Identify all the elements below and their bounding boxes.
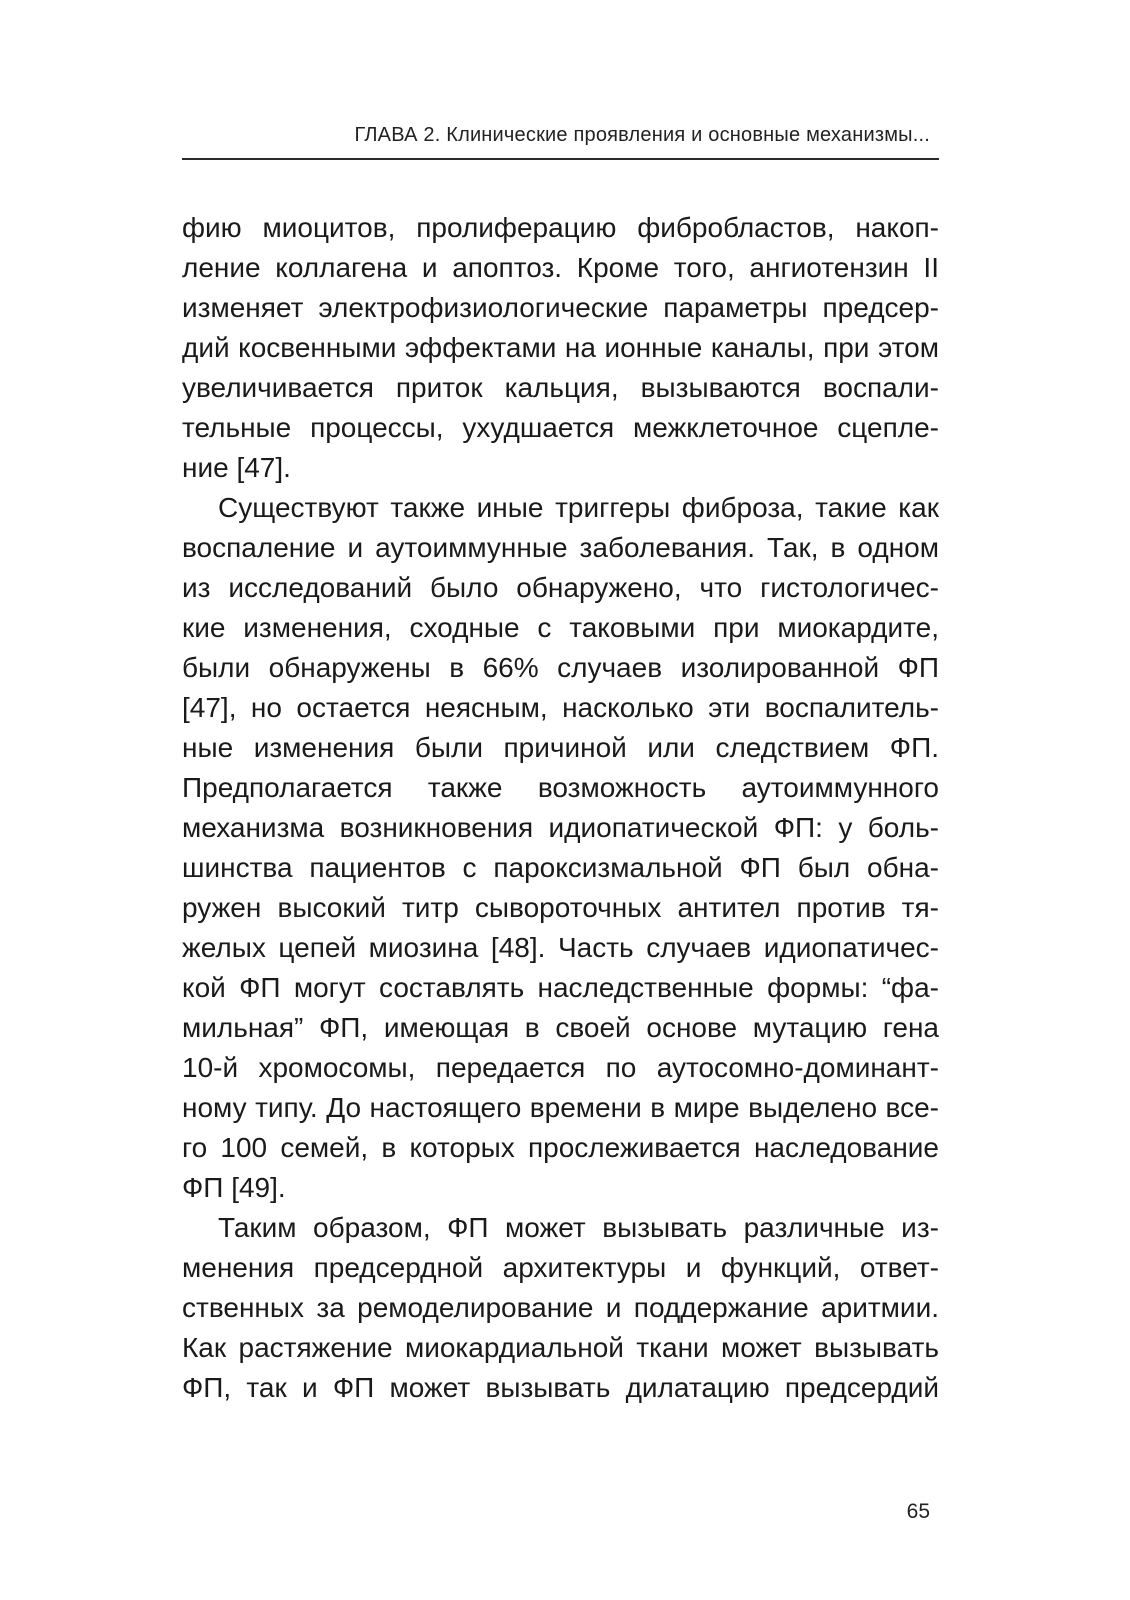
- text-line: были обнаружены в 66% случаев изолированной ФП: [182, 652, 939, 683]
- text-line: желых цепей миозина [48]. Часть случаев идиопатичес-: [182, 932, 939, 963]
- text-line: Таким образом, ФП может вызывать различные из-: [218, 1212, 939, 1243]
- text-line: Как растяжение миокардиальной ткани может вызывать: [182, 1332, 939, 1363]
- text-line: мильная” ФП, имеющая в своей основе мутацию гена: [182, 1012, 939, 1043]
- text-line: изменяет электрофизиологические параметры предсер-: [182, 292, 939, 323]
- running-header: ГЛАВА 2. Клинические проявления и основные механизмы...: [354, 124, 930, 146]
- text-line: шинства пациентов с пароксизмальной ФП был обна-: [182, 852, 939, 883]
- text-line: ные изменения были причиной или следствием ФП.: [182, 732, 939, 763]
- text-line: Предполагается также возможность аутоиммунного: [182, 772, 939, 803]
- text-line: кой ФП могут составлять наследственные формы: “фа-: [182, 972, 939, 1003]
- text-line: ственных за ремоделирование и поддержание аритмии.: [182, 1292, 939, 1323]
- body-text: [182, 208, 939, 1408]
- text-line: ружен высокий титр сывороточных антител против тя-: [182, 892, 939, 923]
- text-line: [47], но остается неясным, насколько эти воспалитель-: [182, 692, 939, 723]
- header-divider: [182, 158, 939, 160]
- text-line: ФП [49].: [182, 1172, 286, 1203]
- text-line: ФП, так и ФП может вызывать дилатацию предсердий: [182, 1372, 939, 1403]
- page-number: 65: [906, 1500, 930, 1523]
- text-line: кие изменения, сходные с таковыми при миокардите,: [182, 612, 939, 643]
- text-line: воспаление и аутоиммунные заболевания. Так, в одном: [182, 532, 939, 563]
- text-line: 10-й хромосомы, передается по аутосомно-доминант-: [182, 1052, 939, 1083]
- text-line: Существуют также иные триггеры фиброза, такие как: [218, 492, 939, 523]
- text-line: дий косвенными эффектами на ионные каналы, при этом: [182, 332, 939, 363]
- text-line: механизма возникновения идиопатической ФП: у боль-: [182, 812, 939, 843]
- text-line: го 100 семей, в которых прослеживается наследование: [182, 1132, 939, 1163]
- text-line: из исследований было обнаружено, что гистологичес-: [182, 572, 939, 603]
- text-line: ному типу. До настоящего времени в мире выделено все-: [182, 1092, 939, 1123]
- text-line: увеличивается приток кальция, вызываются воспали-: [182, 372, 939, 403]
- text-line: ние [47].: [182, 452, 291, 483]
- text-line: фию миоцитов, пролиферацию фибробластов, накоп-: [182, 212, 939, 243]
- text-line: менения предсердной архитектуры и функций, ответ-: [182, 1252, 939, 1283]
- text-line: тельные процессы, ухудшается межклеточное сцепле-: [182, 412, 939, 443]
- text-line: ление коллагена и апоптоз. Кроме того, ангиотензин II: [182, 252, 939, 283]
